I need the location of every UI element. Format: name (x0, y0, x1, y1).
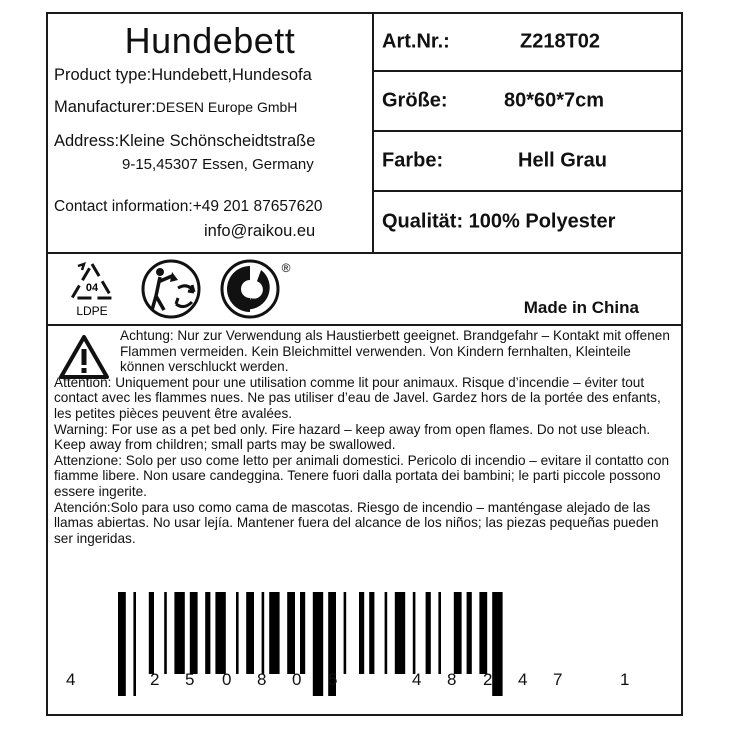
product-type: Product type:Hundebett,Hundesofa (54, 66, 312, 84)
barcode-bar (413, 592, 416, 674)
registered-mark: ® (281, 261, 291, 275)
barcode-digit: 1 (620, 670, 630, 689)
barcode-digit: 2 (150, 670, 160, 689)
article-label: Art.Nr.: (382, 30, 450, 53)
contact-line-1: Contact information:+49 201 87657620 (54, 198, 323, 215)
barcode-digit: 2 (483, 670, 493, 689)
barcode-bar (369, 592, 374, 674)
made-in-china: Made in China (523, 298, 639, 317)
barcode-bar (149, 592, 154, 674)
warning-es: Atención:Solo para uso como cama de mascotas. Riesgo de incendio – manténgase alejado de las llamas abiertas. No usar lejía. Mantener fuera del alcance de los niños; las piezas pequeñas pueden ser ingeridas. (54, 499, 659, 546)
warning-de: Achtung: Nur zur Verwendung als Haustierbett geeignet. Brandgefahr – Kontakt mit offenen Flammen vermeiden. Kein Bleichmittel verwenden. Von Kindern fernhalten, Kleinteile können verschluckt werden. (120, 328, 670, 375)
barcode-bar (269, 592, 279, 674)
barcode-bar (344, 592, 347, 674)
barcode-bar (438, 592, 441, 674)
address-line-2: 9-15,45307 Essen, Germany (122, 156, 314, 173)
barcode-digit: 0 (292, 670, 302, 689)
barcode-digit: 4 (66, 670, 76, 689)
barcode-bar (454, 592, 462, 674)
manufacturer-panel (48, 14, 374, 252)
warning-it: Attenzione: Solo per uso come letto per animali domestici. Pericolo di incendio – evitare il contatto con fiamme libere. Non usare candeggina. Tenere fuori dalla portata dei bambini; le parti piccole possono essere ingerite. (54, 452, 670, 499)
specs-panel (374, 14, 681, 252)
barcode-bar (287, 592, 295, 674)
tidyman-icon (138, 258, 204, 320)
recycle-code: 04 (85, 282, 99, 294)
warnings-block (54, 328, 672, 546)
barcode-bar (467, 592, 472, 674)
manufacturer-value: DESEN Europe GmbH (155, 99, 298, 115)
barcode-bar (262, 592, 265, 674)
barcode-bar (479, 592, 487, 674)
barcode-bar (492, 592, 502, 696)
barcode-bar (359, 592, 364, 674)
barcode-bar (118, 592, 126, 696)
color-label: Farbe: (382, 149, 444, 172)
size-row (374, 72, 681, 132)
warning-en: Warning: For use as a pet bed only. Fire hazard – keep away from open flames. Do not use bleach. Keep away from children; small parts may be swallowed. (54, 421, 651, 453)
symbols-section (48, 252, 681, 326)
barcode-bar (236, 592, 239, 674)
barcode-digit: 8 (447, 670, 457, 689)
recycle-ldpe-icon (64, 260, 120, 318)
barcode-digit: 4 (518, 670, 528, 689)
barcode-bar (313, 592, 323, 696)
barcode-bar (174, 592, 184, 674)
warning-fr: Attention: Uniquement pour une utilisation comme lit pour animaux. Risque d’incendie – éviter tout contact avec les flammes nues. Ne pas utiliser d’eau de Javel. Gardez hors de la portée des enfants, les petites pièces peuvent être avalées. (54, 374, 661, 421)
barcode-digit: 5 (328, 670, 338, 689)
barcode-bar (426, 592, 431, 674)
color-value: Hell Grau (518, 149, 607, 172)
barcode-digit: 0 (222, 670, 232, 689)
color-row (374, 132, 681, 192)
manufacturer-label: Manufacturer: (54, 98, 156, 116)
product-title: Hundebett (124, 20, 296, 61)
label-top-section (48, 14, 681, 254)
barcode-bar (205, 592, 210, 674)
size-value: 80*60*7cm (504, 89, 605, 112)
barcode-digit: 7 (553, 670, 563, 689)
contact-email: info@raikou.eu (204, 222, 316, 240)
barcode-digit: 5 (185, 670, 195, 689)
barcode-bar (133, 592, 136, 696)
quality-row (374, 192, 681, 252)
address-line-1: Address:Kleine Schönscheidtstraße (54, 132, 316, 150)
barcode-bar (385, 592, 388, 674)
manufacturer (54, 98, 297, 117)
barcode-digit: 4 (412, 670, 422, 689)
barcode-bar (215, 592, 225, 674)
recycle-name: LDPE (76, 304, 108, 318)
article-value: Z218T02 (520, 30, 601, 53)
barcode-bar (164, 592, 167, 674)
barcode-bar (300, 592, 305, 674)
article-number-row (374, 14, 681, 72)
barcode-bar (190, 592, 198, 674)
barcode-digit: 8 (257, 670, 267, 689)
green-dot-icon (216, 258, 292, 320)
quality-text: Qualität: 100% Polyester (382, 210, 616, 233)
barcode-bar (395, 592, 405, 674)
size-label: Größe: (382, 89, 448, 112)
barcode-bar (246, 592, 254, 674)
